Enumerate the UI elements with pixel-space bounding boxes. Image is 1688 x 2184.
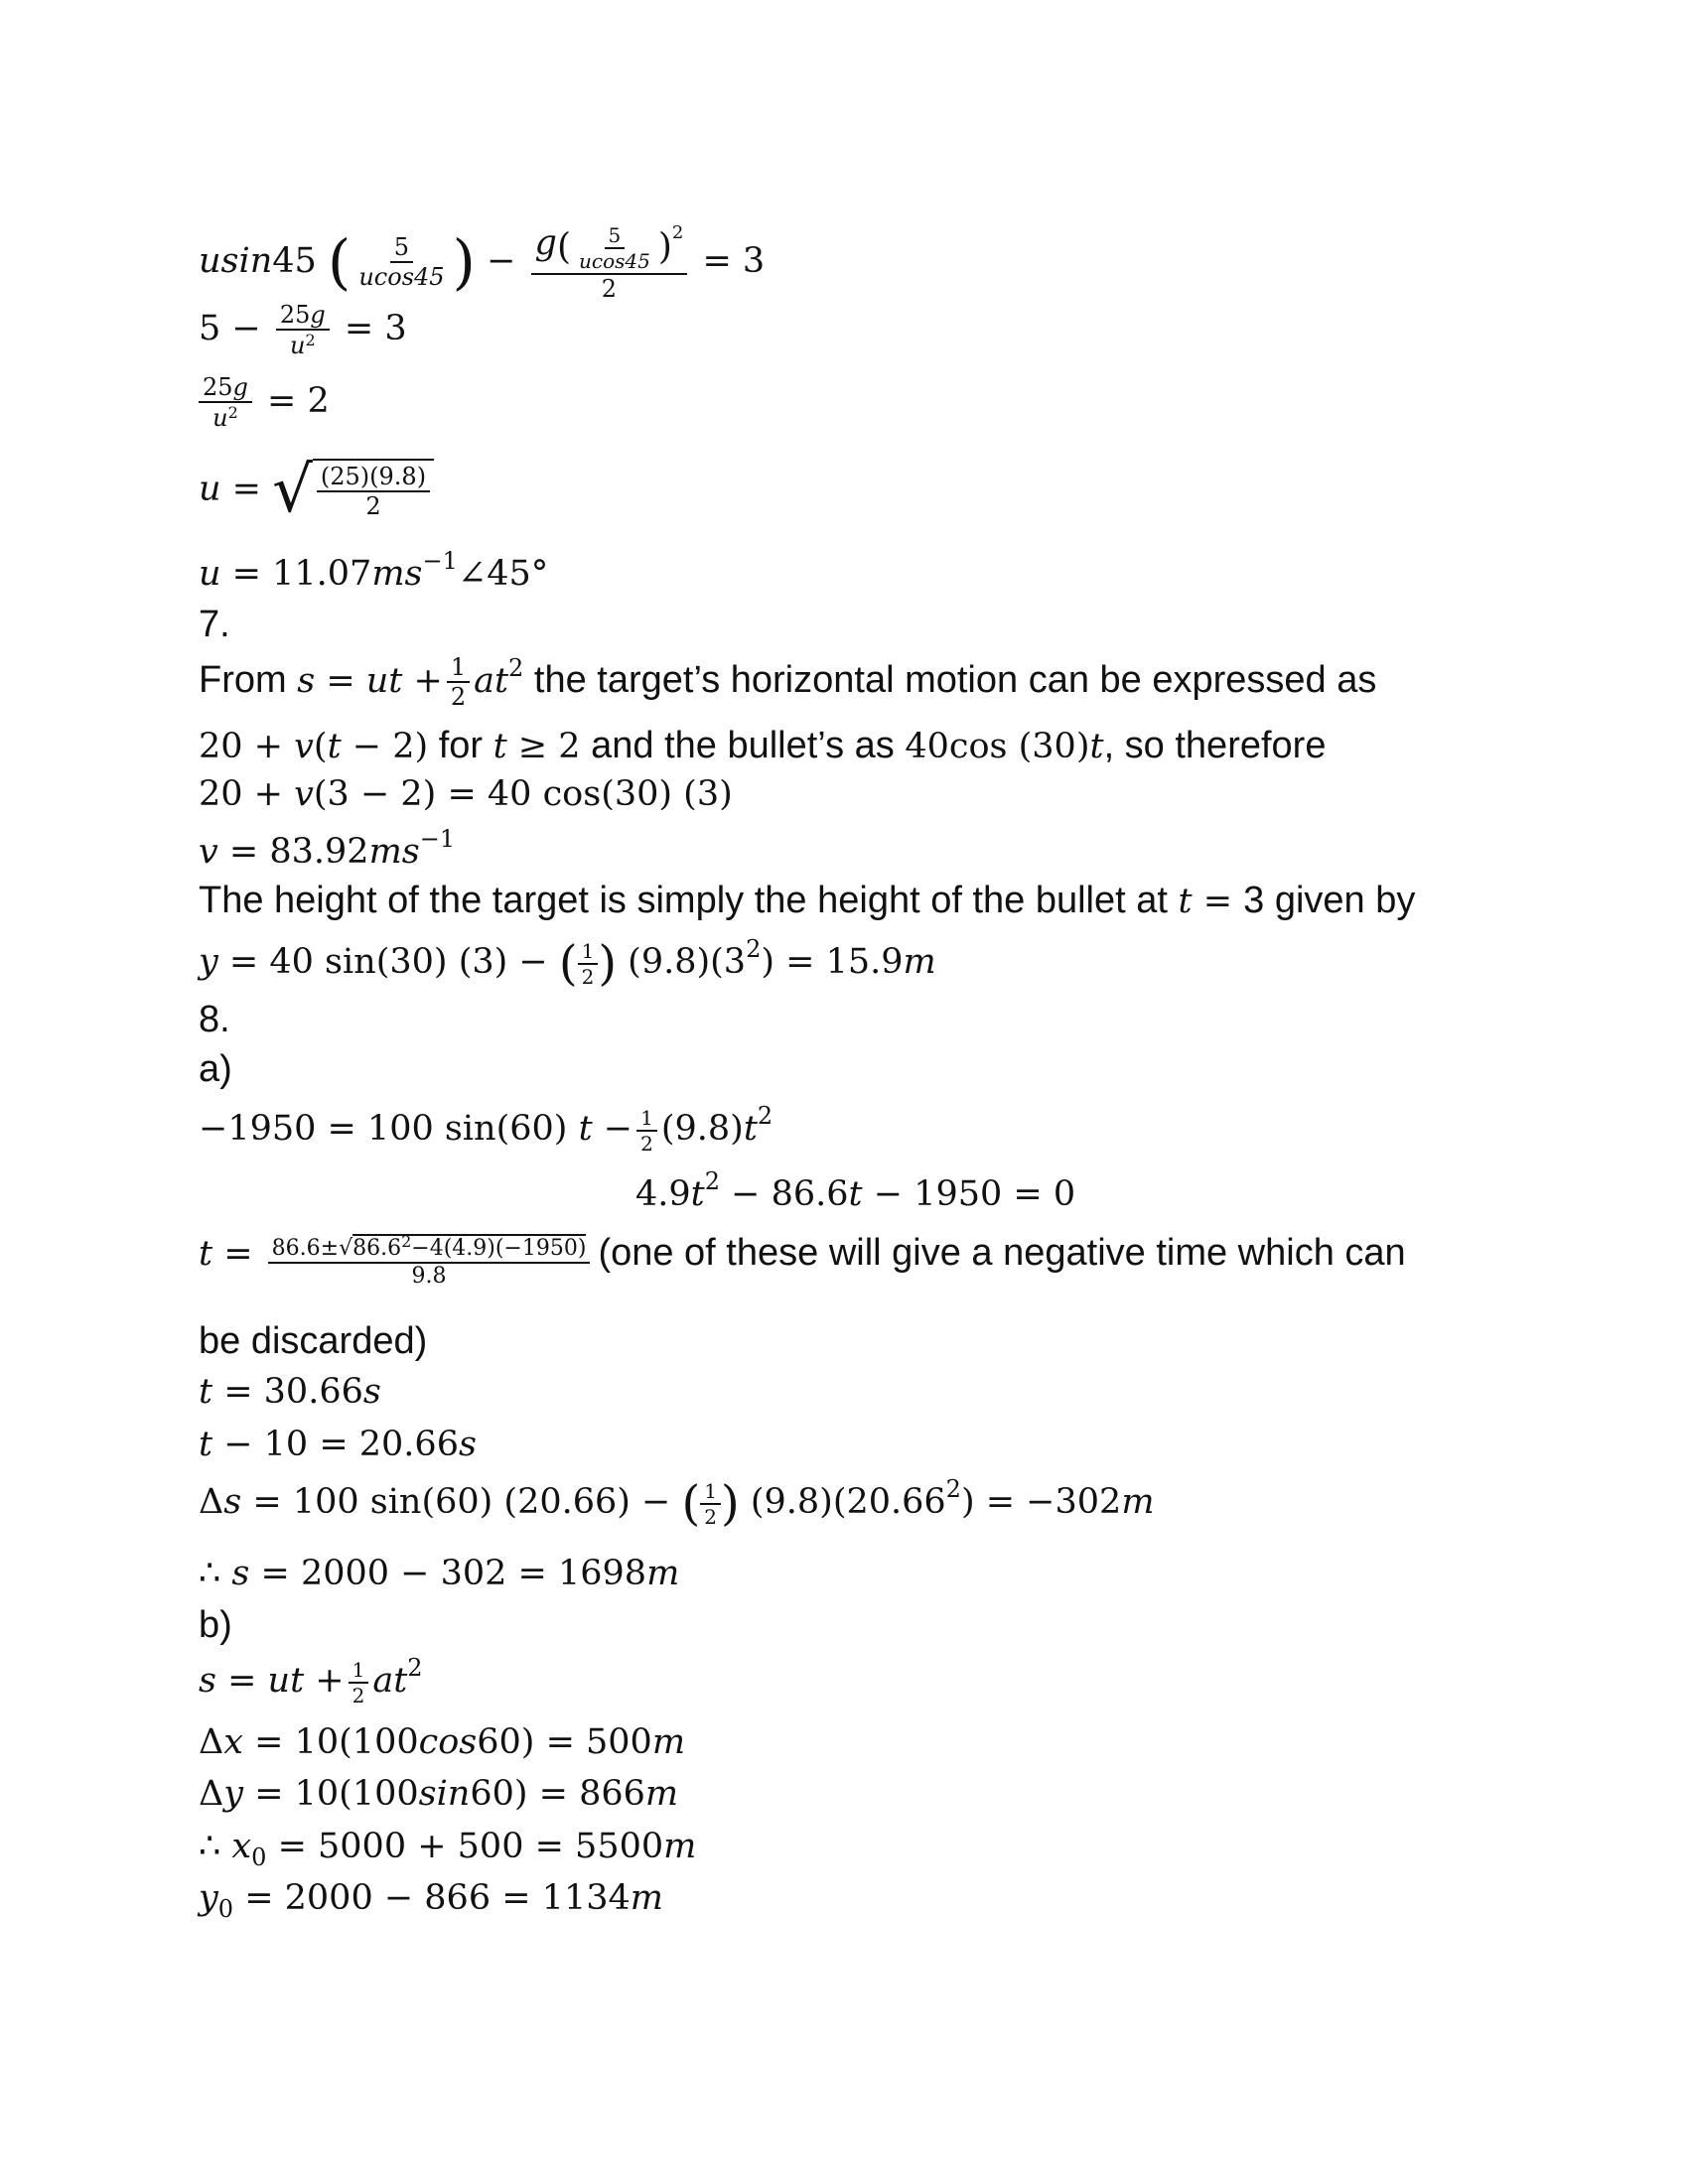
- question-number-7: 7.: [199, 604, 230, 645]
- equation-line: ∴ s = 2000 − 302 = 1698m: [199, 1554, 680, 1593]
- part-label-a: a): [199, 1048, 232, 1090]
- equation-line: y = 40 sin(30) (3) − ( $\frac{1}{2}$ ) $(9.8)(3^2) = 15.9m$: [199, 935, 936, 992]
- equation-line: −1950 = 100 sin(60) t − $\frac{1}{2}$ $(9.8)t^2$: [199, 1102, 774, 1156]
- text-fragment: , so therefore: [1103, 725, 1327, 766]
- text-fragment: the target’s horizontal motion can be expressed as: [533, 659, 1377, 702]
- equation-line: t = $\frac{86.6\pm√86.6^2-4(4.9)(-1950)}{9.8}$ (one of these will give a negative time which can: [199, 1232, 1406, 1290]
- equation-line: 5 − $\frac{25g}{u^2}$ = 3: [199, 301, 407, 359]
- text-fragment: From: [199, 659, 287, 702]
- equation-line: $\frac{25g}{u^2}$ = 2: [199, 375, 330, 430]
- equation-line: $u = 11.07ms^{-1}\angle 45^\circ$: [199, 547, 549, 594]
- question-number-8: 8.: [199, 999, 230, 1040]
- equation-line: 20 + v(3 − 2) = 40 cos(30) (3): [199, 774, 733, 814]
- equation-line: s = ut + $\frac{1}{2}$ $at^2$: [199, 1654, 423, 1707]
- text-fragment: The height of the target is simply the height of the bullet at: [199, 880, 1168, 921]
- paragraph-line: 20 + v(t − 2) for t ≥ 2 and the bullet’s as 40cos (30)t, so therefore: [199, 725, 1327, 766]
- text-fragment: (one of these will give a negative time which can: [598, 1232, 1406, 1274]
- equation-line: $v = 83.92ms^{-1}$: [199, 825, 456, 872]
- paragraph-line: be discarded): [199, 1320, 428, 1362]
- equation-line: usin45 ( $\frac{5}{ucos45}$ ) − g( $\frac{5}{ucos45}$ )$^2$ 2 = 3: [199, 222, 766, 303]
- equation-line: $y_0 = 2000 - 866 = 1134m$: [199, 1878, 663, 1923]
- text-fragment: for: [438, 725, 484, 766]
- equation-line: Δx = 10(100cos60) = 500m: [199, 1722, 686, 1762]
- equation-line: u = √ $\frac{(25)(9.8)}{2}$: [199, 459, 434, 522]
- text-fragment: given by: [1274, 880, 1416, 921]
- equation-line: t − 10 = 20.66s: [199, 1425, 477, 1464]
- equation-line: Δs = 100 sin(60) (20.66) − ( $\frac{1}{2}$ ) $(9.8)(20.66^2) = -302m$: [199, 1475, 1155, 1532]
- equation-line: $4.9t^2 - 86.6t - 1950 = 0$: [635, 1167, 1076, 1214]
- paragraph-line: From s = ut + $\frac{1}{2}$ $at^2$ the target’s horizontal motion can be expressed as: [199, 653, 1377, 711]
- equation-line: t = 30.66s: [199, 1372, 381, 1412]
- text-fragment: and the bullet’s as: [591, 725, 895, 766]
- equation-line: Δy = 10(100sin60) = 866m: [199, 1774, 679, 1814]
- paragraph-line: The height of the target is simply the height of the bullet at t = 3 given by: [199, 880, 1416, 921]
- equation-line: ∴ $x_0 = 5000 + 500 = 5500m$: [199, 1827, 697, 1871]
- part-label-b: b): [199, 1604, 232, 1646]
